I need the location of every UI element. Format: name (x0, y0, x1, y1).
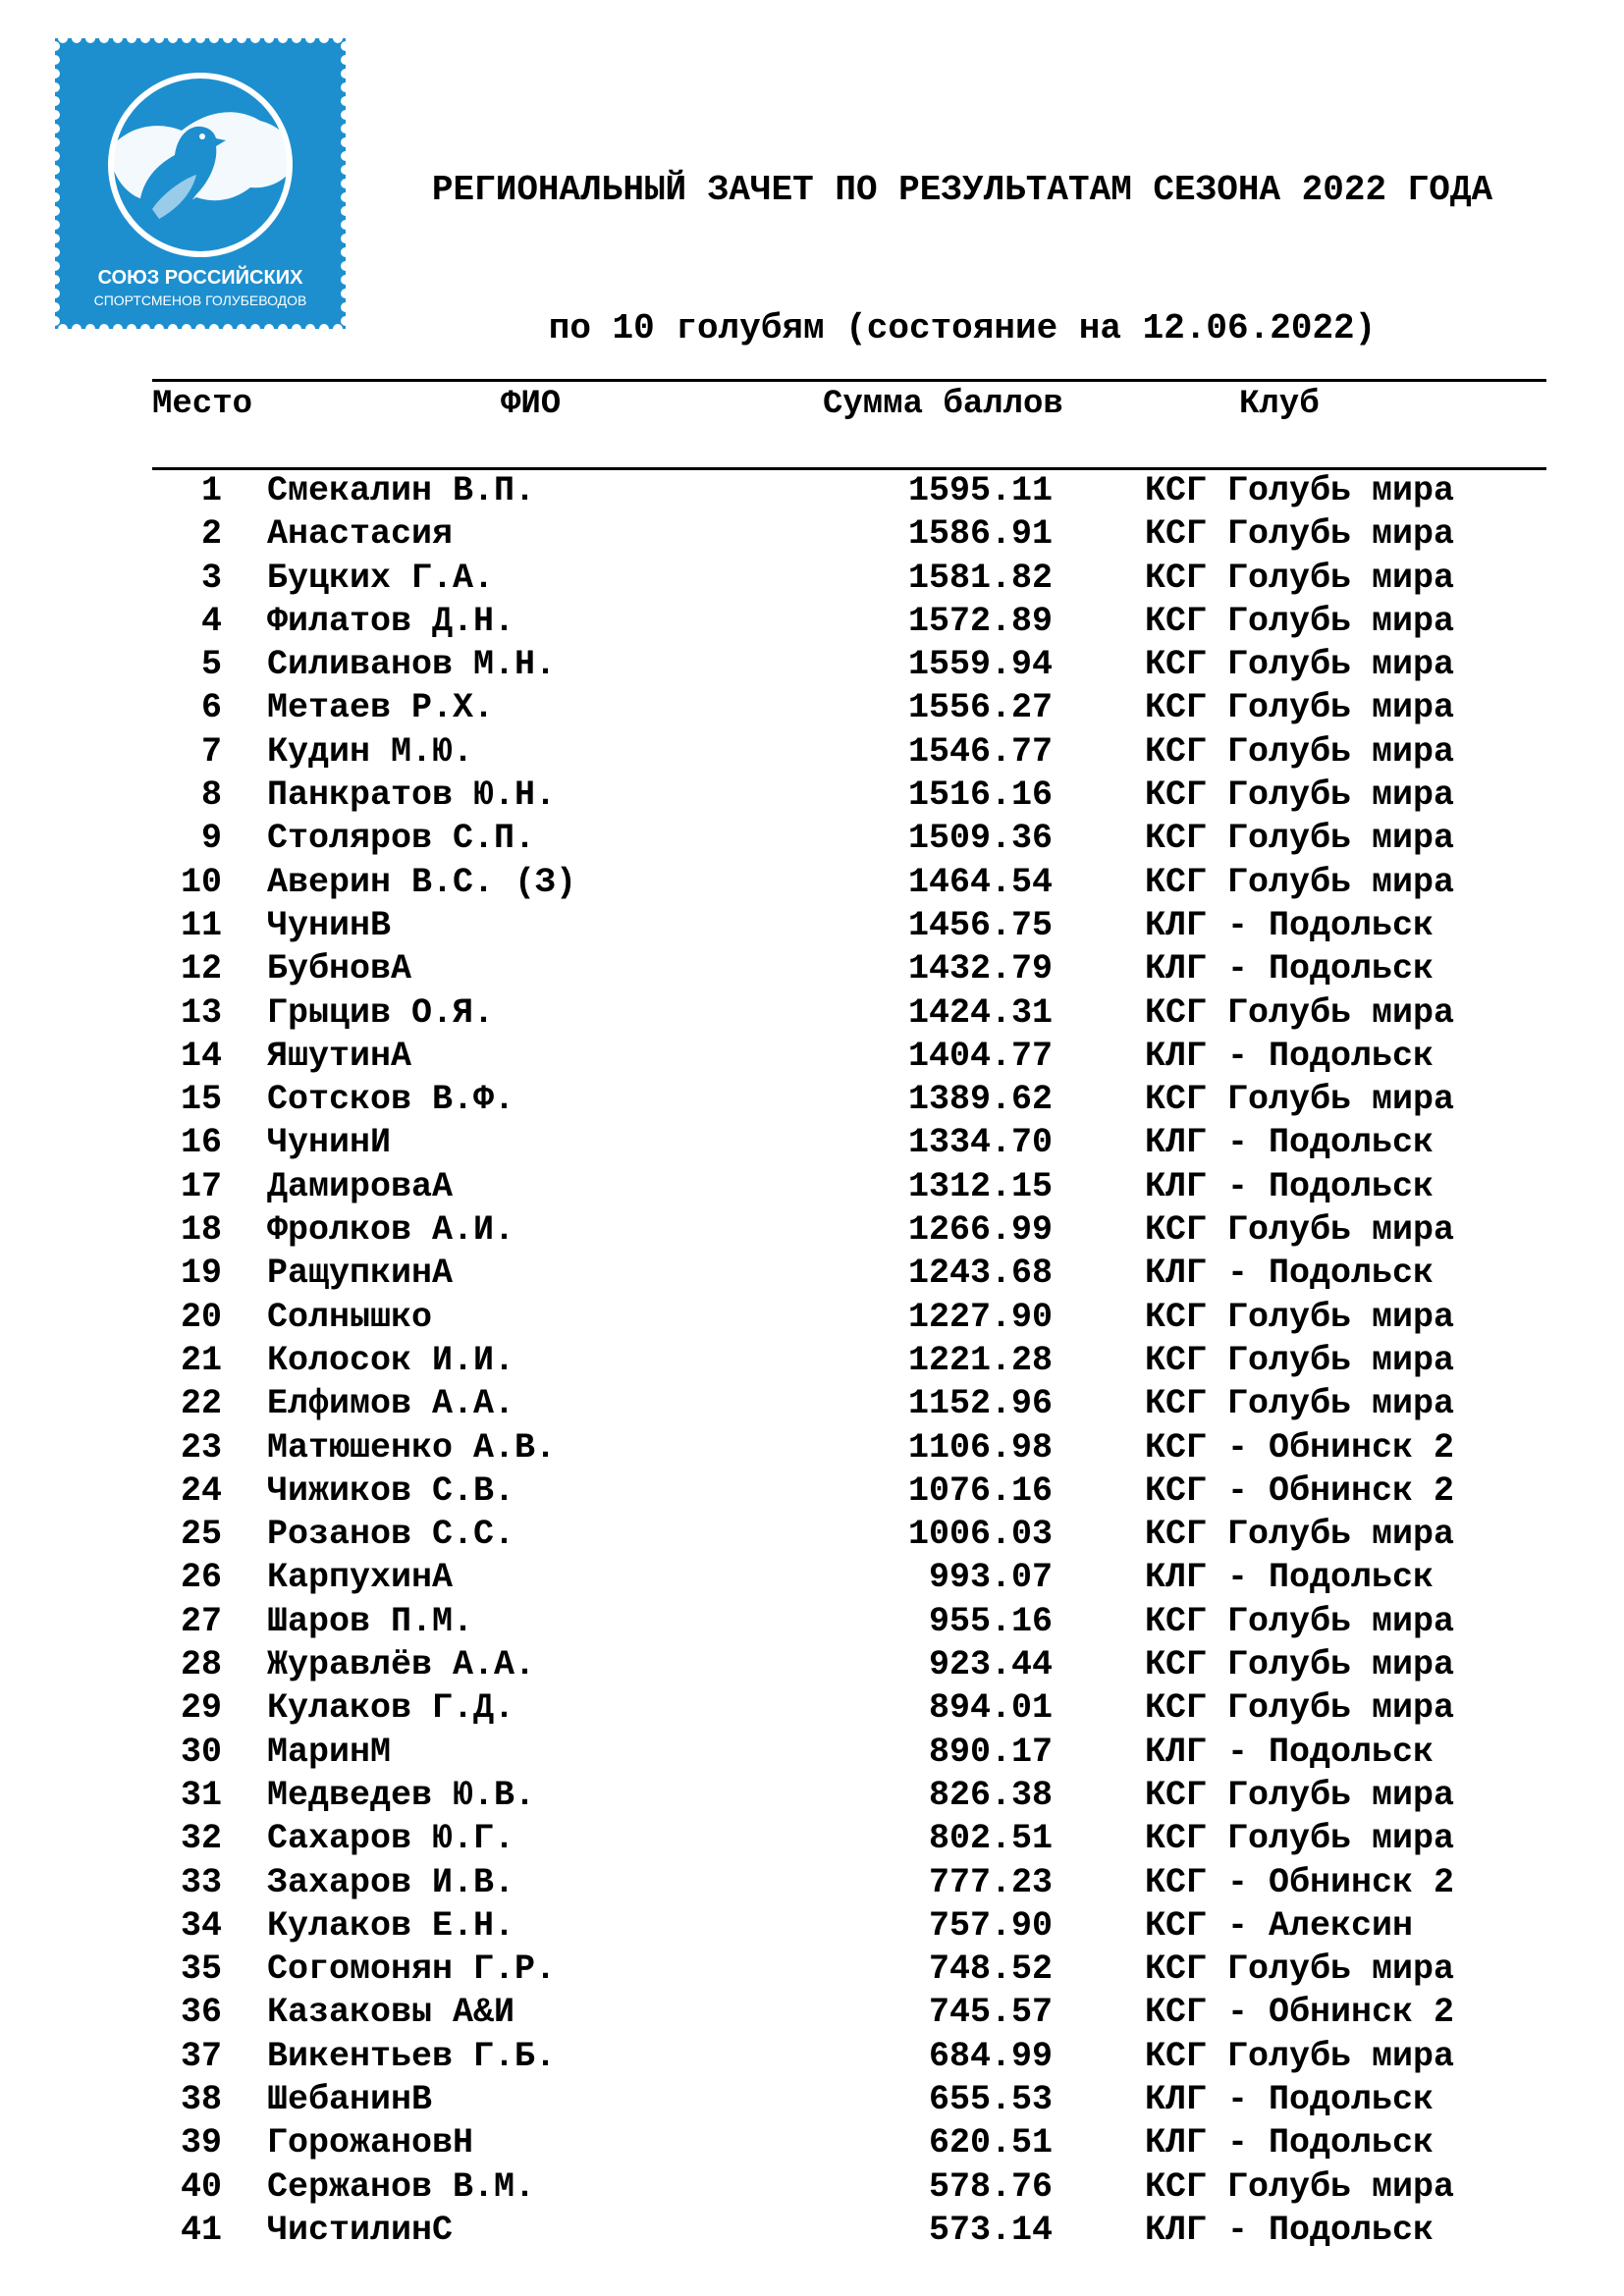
row-place: 41 (180, 2210, 222, 2250)
row-place: 21 (180, 1340, 222, 1380)
row-club: КСГ - Алексин (1145, 1905, 1414, 1946)
row-score: 993.07 (928, 1558, 1053, 1598)
table-row (0, 2121, 1624, 2164)
row-place: 12 (180, 949, 222, 989)
table-top-rule (152, 379, 1546, 382)
table-row (0, 1339, 1624, 1382)
row-name: Грыцив О.Я. (267, 992, 495, 1033)
row-score: 1404.77 (907, 1036, 1053, 1076)
row-name: Сахаров Ю.Г. (267, 1819, 515, 1859)
row-place: 33 (180, 1862, 222, 1902)
row-name: Розанов С.С. (267, 1515, 515, 1555)
row-place: 8 (200, 775, 222, 816)
row-name: Медведев Ю.В. (267, 1775, 536, 1815)
row-club: КСГ Голубь мира (1145, 1645, 1455, 1685)
row-score: 1227.90 (907, 1297, 1053, 1337)
row-place: 26 (180, 1558, 222, 1598)
table-row (0, 600, 1624, 643)
row-place: 39 (180, 2123, 222, 2163)
row-name: Елфимов А.А. (267, 1384, 515, 1424)
title-line1: РЕГИОНАЛЬНЫЙ ЗАЧЕТ ПО РЕЗУЛЬТАТАМ СЕЗОНА 2022 ГОДА (431, 170, 1493, 210)
row-name: Метаев Р.Х. (267, 688, 495, 728)
header-place: Место (152, 386, 253, 423)
row-place: 17 (180, 1166, 222, 1206)
title-line2: по 10 голубям (состояние на 12.06.2022) (548, 308, 1377, 348)
row-club: КСГ Голубь мира (1145, 2036, 1455, 2076)
row-place: 7 (200, 731, 222, 772)
row-score: 1312.15 (907, 1166, 1053, 1206)
row-club: КЛГ - Подольск (1145, 2210, 1435, 2250)
row-score: 890.17 (928, 1732, 1053, 1772)
table-row (0, 1817, 1624, 1860)
row-score: 1266.99 (907, 1210, 1053, 1251)
row-score: 1586.91 (907, 514, 1053, 555)
row-place: 38 (180, 2079, 222, 2119)
row-score: 655.53 (928, 2079, 1053, 2119)
row-club: КСГ Голубь мира (1145, 1775, 1455, 1815)
row-place: 15 (180, 1080, 222, 1120)
row-name: Викентьев Г.Б. (267, 2036, 557, 2076)
row-place: 1 (200, 471, 222, 510)
row-score: 1556.27 (907, 688, 1053, 728)
row-place: 6 (200, 688, 222, 728)
row-name: Кулаков Е.Н. (267, 1905, 515, 1946)
row-club: КСГ Голубь мира (1145, 1601, 1455, 1641)
row-score: 745.57 (928, 1993, 1053, 2033)
table-header (0, 385, 1624, 424)
header-name: ФИО (501, 386, 562, 423)
row-score: 684.99 (928, 2036, 1053, 2076)
table-row (0, 1643, 1624, 1686)
row-name: БубновА (267, 949, 412, 989)
row-club: КСГ Голубь мира (1145, 558, 1455, 598)
row-name: Солнышко (267, 1297, 433, 1337)
row-place: 36 (180, 1993, 222, 2033)
table-row (0, 1513, 1624, 1556)
row-place: 10 (180, 862, 222, 902)
table-row (0, 1991, 1624, 2034)
row-club: КСГ Голубь мира (1145, 1080, 1455, 1120)
row-name: Шаров П.М. (267, 1601, 474, 1641)
row-place: 30 (180, 1732, 222, 1772)
row-place: 18 (180, 1210, 222, 1251)
header-score: Сумма баллов (823, 386, 1063, 423)
row-club: КСГ Голубь мира (1145, 1297, 1455, 1337)
row-place: 25 (180, 1515, 222, 1555)
row-place: 9 (200, 819, 222, 859)
row-score: 826.38 (928, 1775, 1053, 1815)
table-row (0, 774, 1624, 817)
header-club: Клуб (1239, 386, 1320, 423)
row-place: 34 (180, 1905, 222, 1946)
table-row (0, 1035, 1624, 1078)
row-club: КСГ Голубь мира (1145, 514, 1455, 555)
table-row (0, 686, 1624, 729)
table-row (0, 1861, 1624, 1904)
document-title (373, 75, 1551, 398)
row-place: 22 (180, 1384, 222, 1424)
logo-line2: СПОРТСМЕНОВ ГОЛУБЕВОДОВ (93, 293, 307, 308)
table-row (0, 904, 1624, 947)
row-place: 29 (180, 1688, 222, 1729)
row-score: 1006.03 (907, 1515, 1053, 1555)
row-name: Филатов Д.Н. (267, 601, 515, 641)
table-row (0, 1600, 1624, 1643)
row-score: 757.90 (928, 1905, 1053, 1946)
row-name: ЧунинИ (267, 1123, 392, 1163)
row-club: КСГ Голубь мира (1145, 1949, 1455, 1990)
table-row (0, 2165, 1624, 2209)
row-place: 28 (180, 1645, 222, 1685)
row-score: 955.16 (928, 1601, 1053, 1641)
row-score: 1389.62 (907, 1080, 1053, 1120)
row-club: КСГ - Обнинск 2 (1145, 1427, 1455, 1468)
row-name: Аверин В.С. (З) (267, 862, 577, 902)
row-score: 573.14 (928, 2210, 1053, 2250)
row-name: Матюшенко А.В. (267, 1427, 557, 1468)
row-club: КСГ - Обнинск 2 (1145, 1862, 1455, 1902)
row-club: КСГ Голубь мира (1145, 2166, 1455, 2207)
organization-logo (49, 32, 352, 335)
row-score: 1509.36 (907, 819, 1053, 859)
row-place: 11 (180, 905, 222, 945)
row-name: Кудин М.Ю. (267, 731, 474, 772)
row-club: КСГ Голубь мира (1145, 992, 1455, 1033)
row-name: Казаковы А&И (267, 1993, 515, 2033)
row-score: 1595.11 (907, 471, 1053, 510)
row-score: 1572.89 (907, 601, 1053, 641)
row-score: 748.52 (928, 1949, 1053, 1990)
table-row (0, 469, 1624, 512)
row-score: 1334.70 (907, 1123, 1053, 1163)
row-club: КЛГ - Подольск (1145, 905, 1435, 945)
table-body (0, 469, 1624, 2252)
row-name: Анастасия (267, 514, 454, 555)
row-name: Захаров И.В. (267, 1862, 515, 1902)
row-club: КСГ Голубь мира (1145, 1384, 1455, 1424)
row-club: КЛГ - Подольск (1145, 1036, 1435, 1076)
row-score: 578.76 (928, 2166, 1053, 2207)
row-score: 1516.16 (907, 775, 1053, 816)
row-score: 923.44 (928, 1645, 1053, 1685)
table-row (0, 1426, 1624, 1469)
row-score: 1106.98 (907, 1427, 1053, 1468)
row-place: 13 (180, 992, 222, 1033)
row-club: КЛГ - Подольск (1145, 1166, 1435, 1206)
row-name: ГорожановН (267, 2123, 474, 2163)
row-name: Силиванов М.Н. (267, 645, 557, 685)
row-place: 4 (200, 601, 222, 641)
row-name: Сержанов В.М. (267, 2166, 536, 2207)
row-name: Столяров С.П. (267, 819, 536, 859)
row-name: Колосок И.И. (267, 1340, 515, 1380)
table-row (0, 1556, 1624, 1599)
row-place: 5 (200, 645, 222, 685)
row-place: 32 (180, 1819, 222, 1859)
row-name: Смекалин В.П. (267, 471, 536, 510)
row-place: 40 (180, 2166, 222, 2207)
row-place: 23 (180, 1427, 222, 1468)
row-score: 1221.28 (907, 1340, 1053, 1380)
row-score: 777.23 (928, 1862, 1053, 1902)
row-name: КарпухинА (267, 1558, 454, 1598)
row-name: ЯшутинА (267, 1036, 412, 1076)
row-score: 1581.82 (907, 558, 1053, 598)
row-score: 802.51 (928, 1819, 1053, 1859)
logo-line1: СОЮЗ РОССИЙСКИХ (97, 267, 303, 289)
row-club: КСГ Голубь мира (1145, 731, 1455, 772)
row-name: Согомонян Г.Р. (267, 1949, 557, 1990)
row-club: КСГ Голубь мира (1145, 1515, 1455, 1555)
row-place: 19 (180, 1254, 222, 1294)
table-row (0, 512, 1624, 556)
table-row (0, 1208, 1624, 1252)
row-name: Фролков А.И. (267, 1210, 515, 1251)
row-score: 1559.94 (907, 645, 1053, 685)
row-place: 37 (180, 2036, 222, 2076)
row-club: КЛГ - Подольск (1145, 1558, 1435, 1598)
row-club: КЛГ - Подольск (1145, 949, 1435, 989)
table-row (0, 1774, 1624, 1817)
row-name: Чижиков С.В. (267, 1470, 515, 1511)
row-name: Панкратов Ю.Н. (267, 775, 557, 816)
row-club: КЛГ - Подольск (1145, 2123, 1435, 2163)
row-club: КСГ Голубь мира (1145, 1340, 1455, 1380)
row-name: ШебанинВ (267, 2079, 433, 2119)
row-score: 1464.54 (907, 862, 1053, 902)
row-club: КЛГ - Подольск (1145, 1254, 1435, 1294)
table-row (0, 1382, 1624, 1425)
row-place: 35 (180, 1949, 222, 1990)
row-name: ЧунинВ (267, 905, 392, 945)
row-score: 1546.77 (907, 731, 1053, 772)
row-name: Журавлёв А.А. (267, 1645, 536, 1685)
row-place: 14 (180, 1036, 222, 1076)
table-row (0, 817, 1624, 860)
row-club: КСГ - Обнинск 2 (1145, 1993, 1455, 2033)
row-club: КСГ Голубь мира (1145, 471, 1455, 510)
row-name: РащупкинА (267, 1254, 454, 1294)
row-place: 24 (180, 1470, 222, 1511)
row-club: КСГ Голубь мира (1145, 688, 1455, 728)
row-club: КСГ Голубь мира (1145, 645, 1455, 685)
table-row (0, 1252, 1624, 1295)
row-club: КСГ - Обнинск 2 (1145, 1470, 1455, 1511)
table-row (0, 861, 1624, 904)
row-score: 1076.16 (907, 1470, 1053, 1511)
row-place: 2 (200, 514, 222, 555)
row-score: 1424.31 (907, 992, 1053, 1033)
row-score: 1152.96 (907, 1384, 1053, 1424)
row-club: КСГ Голубь мира (1145, 1688, 1455, 1729)
table-row (0, 2035, 1624, 2078)
row-club: КСГ Голубь мира (1145, 775, 1455, 816)
row-name: Сотсков В.Ф. (267, 1080, 515, 1120)
row-place: 3 (200, 558, 222, 598)
row-club: КЛГ - Подольск (1145, 1732, 1435, 1772)
row-score: 894.01 (928, 1688, 1053, 1729)
row-score: 1456.75 (907, 905, 1053, 945)
row-club: КЛГ - Подольск (1145, 2079, 1435, 2119)
row-name: Кулаков Г.Д. (267, 1688, 515, 1729)
row-place: 20 (180, 1297, 222, 1337)
table-row (0, 1948, 1624, 1991)
table-row (0, 1296, 1624, 1339)
table-row (0, 991, 1624, 1035)
row-name: ДамироваА (267, 1166, 454, 1206)
table-row (0, 1731, 1624, 1774)
table-row (0, 1121, 1624, 1164)
row-place: 31 (180, 1775, 222, 1815)
row-score: 1243.68 (907, 1254, 1053, 1294)
row-name: Буцких Г.А. (267, 558, 495, 598)
row-score: 620.51 (928, 2123, 1053, 2163)
row-place: 27 (180, 1601, 222, 1641)
row-club: КСГ Голубь мира (1145, 819, 1455, 859)
row-club: КСГ Голубь мира (1145, 1819, 1455, 1859)
table-row (0, 557, 1624, 600)
row-club: КСГ Голубь мира (1145, 601, 1455, 641)
table-row (0, 947, 1624, 990)
table-row (0, 643, 1624, 686)
table-row (0, 1686, 1624, 1730)
table-row (0, 1165, 1624, 1208)
row-name: ЧистилинС (267, 2210, 454, 2250)
row-name: МаринМ (267, 1732, 392, 1772)
table-row (0, 2209, 1624, 2252)
row-club: КСГ Голубь мира (1145, 1210, 1455, 1251)
pigeon-logo-icon (49, 32, 352, 335)
table-row (0, 730, 1624, 774)
table-row (0, 1469, 1624, 1513)
row-club: КЛГ - Подольск (1145, 1123, 1435, 1163)
table-row (0, 1078, 1624, 1121)
table-row (0, 1904, 1624, 1948)
row-score: 1432.79 (907, 949, 1053, 989)
table-row (0, 2078, 1624, 2121)
row-club: КСГ Голубь мира (1145, 862, 1455, 902)
row-place: 16 (180, 1123, 222, 1163)
